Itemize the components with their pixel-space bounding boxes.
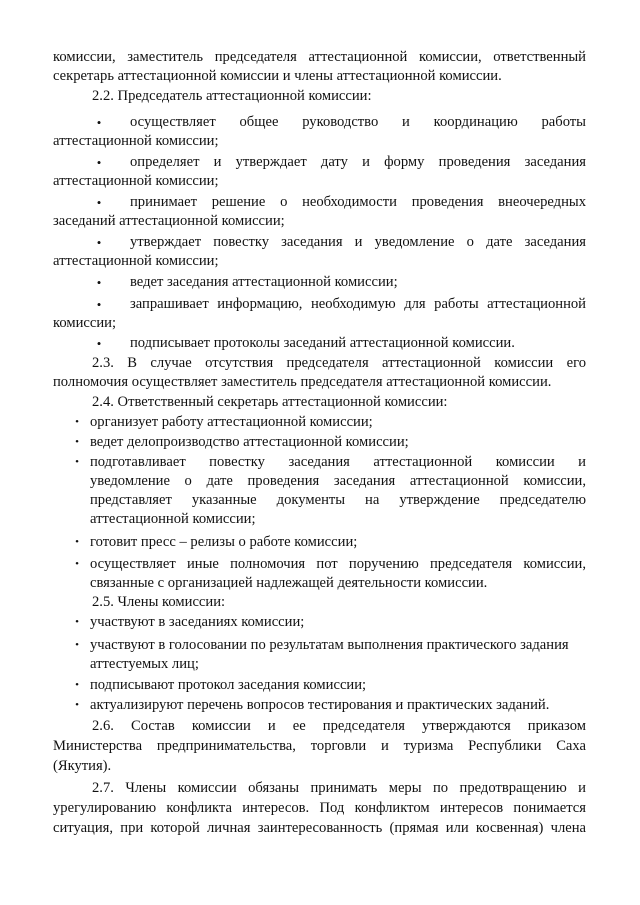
list-item: осуществляет иные полномочия пот поручению председателя комиссии, bbox=[90, 556, 586, 572]
paragraph-line: (Якутия). bbox=[53, 758, 112, 774]
paragraph-line: 2.6. Состав комиссии и ее председателя утверждаются приказом bbox=[92, 718, 586, 734]
paragraph-line: 2.3. В случае отсутствия председателя аттестационной комиссии его bbox=[92, 355, 586, 371]
bullet-marker: • bbox=[75, 536, 79, 548]
list-item: подписывает протоколы заседаний аттестационной комиссии. bbox=[130, 335, 515, 351]
list-item-continuation: представляет указанные документы на утверждение председателю bbox=[90, 492, 586, 508]
bullet-marker: • bbox=[96, 195, 102, 210]
bullet-marker: • bbox=[96, 275, 102, 290]
paragraph-line: ситуация, при которой личная заинтересованность (прямая или косвенная) члена bbox=[53, 820, 586, 836]
list-item-continuation: уведомление о дате проведения заседания аттестационной комиссии, bbox=[90, 473, 586, 489]
list-item: осуществляет общее руководство и координацию работы bbox=[130, 114, 586, 130]
bullet-marker: • bbox=[96, 235, 102, 250]
section-heading: 2.5. Члены комиссии: bbox=[92, 594, 226, 610]
bullet-marker: • bbox=[96, 155, 102, 170]
list-item-continuation: комиссии; bbox=[53, 315, 117, 331]
bullet-marker: • bbox=[75, 616, 79, 628]
bullet-marker: • bbox=[96, 336, 102, 351]
list-item: подписывают протокол заседания комиссии; bbox=[90, 677, 367, 693]
paragraph-line: Министерства предпринимательства, торговли и туризма Республики Саха bbox=[53, 738, 586, 754]
paragraph-line: комиссии, заместитель председателя аттестационной комиссии, ответственный bbox=[53, 49, 586, 65]
list-item-continuation: аттестационной комиссии; bbox=[53, 133, 219, 149]
bullet-marker: • bbox=[75, 436, 79, 448]
paragraph-line: 2.7. Члены комиссии обязаны принимать меры по предотвращению и bbox=[92, 780, 586, 796]
bullet-marker: • bbox=[75, 679, 79, 691]
paragraph-line: полномочия осуществляет заместитель председателя аттестационной комиссии. bbox=[53, 374, 552, 390]
list-item: принимает решение о необходимости проведения внеочередных bbox=[130, 194, 586, 210]
paragraph-line: секретарь аттестационной комиссии и члены аттестационной комиссии. bbox=[53, 68, 502, 84]
section-heading: 2.4. Ответственный секретарь аттестационной комиссии: bbox=[92, 394, 448, 410]
list-item: ведет делопроизводство аттестационной комиссии; bbox=[90, 434, 409, 450]
bullet-marker: • bbox=[75, 639, 79, 651]
list-item: запрашивает информацию, необходимую для работы аттестационной bbox=[130, 296, 586, 312]
list-item-continuation: связанные с организацией надлежащей деятельности комиссии. bbox=[90, 575, 488, 591]
section-heading: 2.2. Председатель аттестационной комиссии: bbox=[92, 88, 372, 104]
list-item-continuation: аттестационной комиссии; bbox=[90, 511, 256, 527]
list-item: определяет и утверждает дату и форму проведения заседания bbox=[130, 154, 586, 170]
list-item: актуализируют перечень вопросов тестирования и практических заданий. bbox=[90, 697, 550, 713]
bullet-marker: • bbox=[75, 699, 79, 711]
paragraph-line: урегулированию конфликта интересов. Под конфликтом интересов понимается bbox=[53, 800, 586, 816]
list-item-continuation: заседаний аттестационной комиссии; bbox=[53, 213, 285, 229]
list-item: организует работу аттестационной комиссии; bbox=[90, 414, 373, 430]
list-item-continuation: аттестационной комиссии; bbox=[53, 173, 219, 189]
list-item: готовит пресс – релизы о работе комиссии; bbox=[90, 534, 358, 550]
list-item: участвуют в голосовании по результатам выполнения практического задания bbox=[90, 637, 569, 653]
list-item: утверждает повестку заседания и уведомление о дате заседания bbox=[130, 234, 586, 250]
list-item: подготавливает повестку заседания аттестационной комиссии и bbox=[90, 454, 586, 470]
bullet-marker: • bbox=[75, 416, 79, 428]
bullet-marker: • bbox=[75, 558, 79, 570]
list-item: ведет заседания аттестационной комиссии; bbox=[130, 274, 398, 290]
list-item-continuation: аттестационной комиссии; bbox=[53, 253, 219, 269]
bullet-marker: • bbox=[96, 297, 102, 312]
list-item: участвуют в заседаниях комиссии; bbox=[90, 614, 305, 630]
bullet-marker: • bbox=[75, 456, 79, 468]
bullet-marker: • bbox=[96, 115, 102, 130]
list-item-continuation: аттестуемых лиц; bbox=[90, 656, 199, 672]
